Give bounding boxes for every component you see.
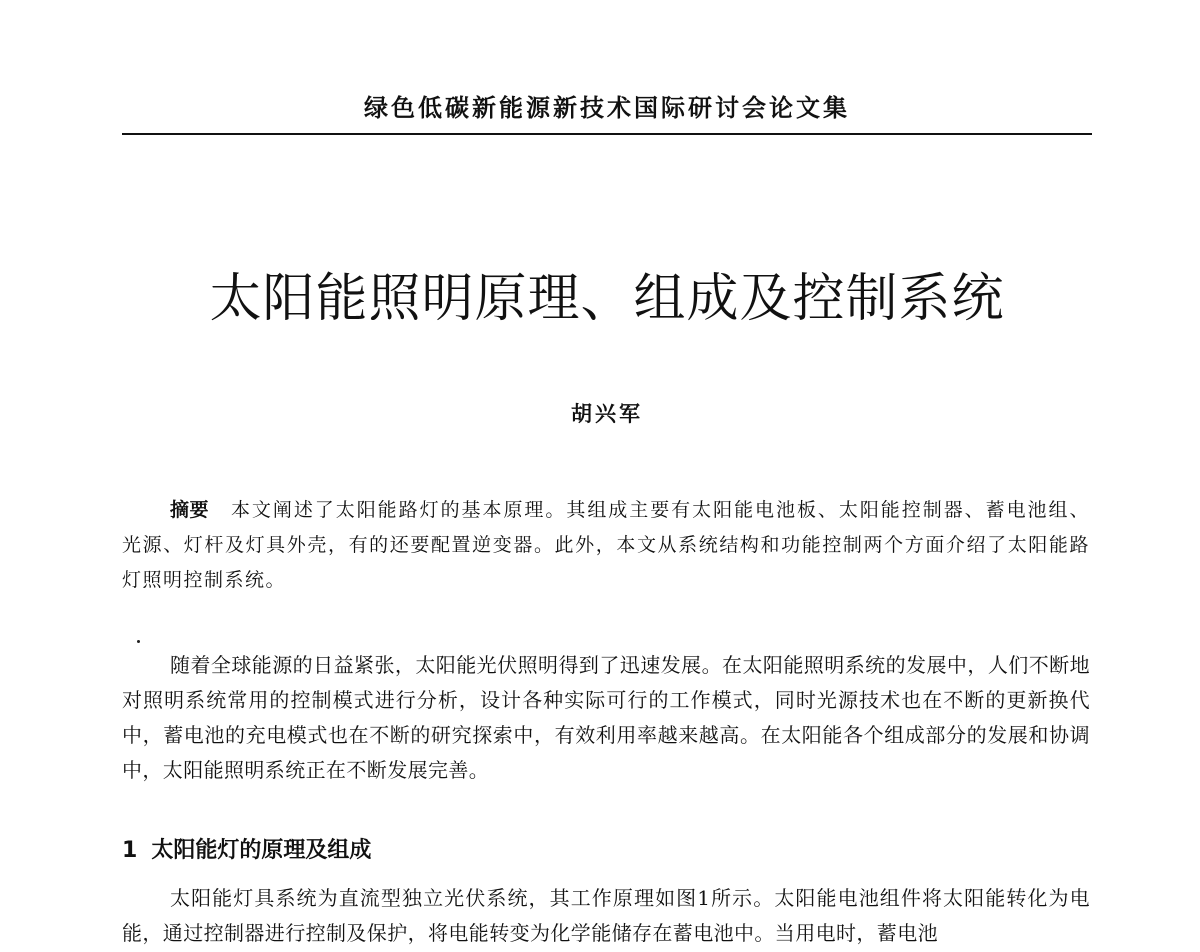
abstract-text: 本文阐述了太阳能路灯的基本原理。其组成主要有太阳能电池板、太阳能控制器、蓄电池组、光源、灯杆及灯具外壳，有的还要配置逆变器。此外，本文从系统结构和功能控制两个方面介绍了太阳能路灯照明控制系统。	[122, 499, 1090, 591]
section-paragraph: 太阳能灯具系统为直流型独立光伏系统，其工作原理如图1所示。太阳能电池组件将太阳能转化为电能，通过控制器进行控制及保护，将电能转变为化学能储存在蓄电池中。当用电时，蓄电池	[122, 886, 1090, 945]
section-heading	[122, 833, 371, 864]
running-header: 绿色低碳新能源新技术国际研讨会论文集	[364, 94, 850, 122]
section-title: 太阳能灯的原理及组成	[151, 838, 372, 863]
author-name: 胡兴军	[571, 401, 643, 426]
abstract	[122, 493, 1090, 598]
header-rule	[122, 133, 1092, 135]
intro-paragraph: 随着全球能源的日益紧张，太阳能光伏照明得到了迅速发展。在太阳能照明系统的发展中，人们不断地对照明系统常用的控制模式进行分析，设计各种实际可行的工作模式，同时光源技术也在不断的更新换代中，蓄电池的充电模式也在不断的研究探索中，有效利用率越来越高。在太阳能各个组成部分的发展和协调中，太阳能照明系统正在不断发展完善。	[122, 653, 1090, 782]
stray-mark	[137, 640, 140, 643]
abstract-label: 摘要	[170, 499, 209, 521]
section-number: 1	[122, 838, 138, 863]
paper-title: 太阳能照明原理、组成及控制系统	[209, 269, 1005, 329]
